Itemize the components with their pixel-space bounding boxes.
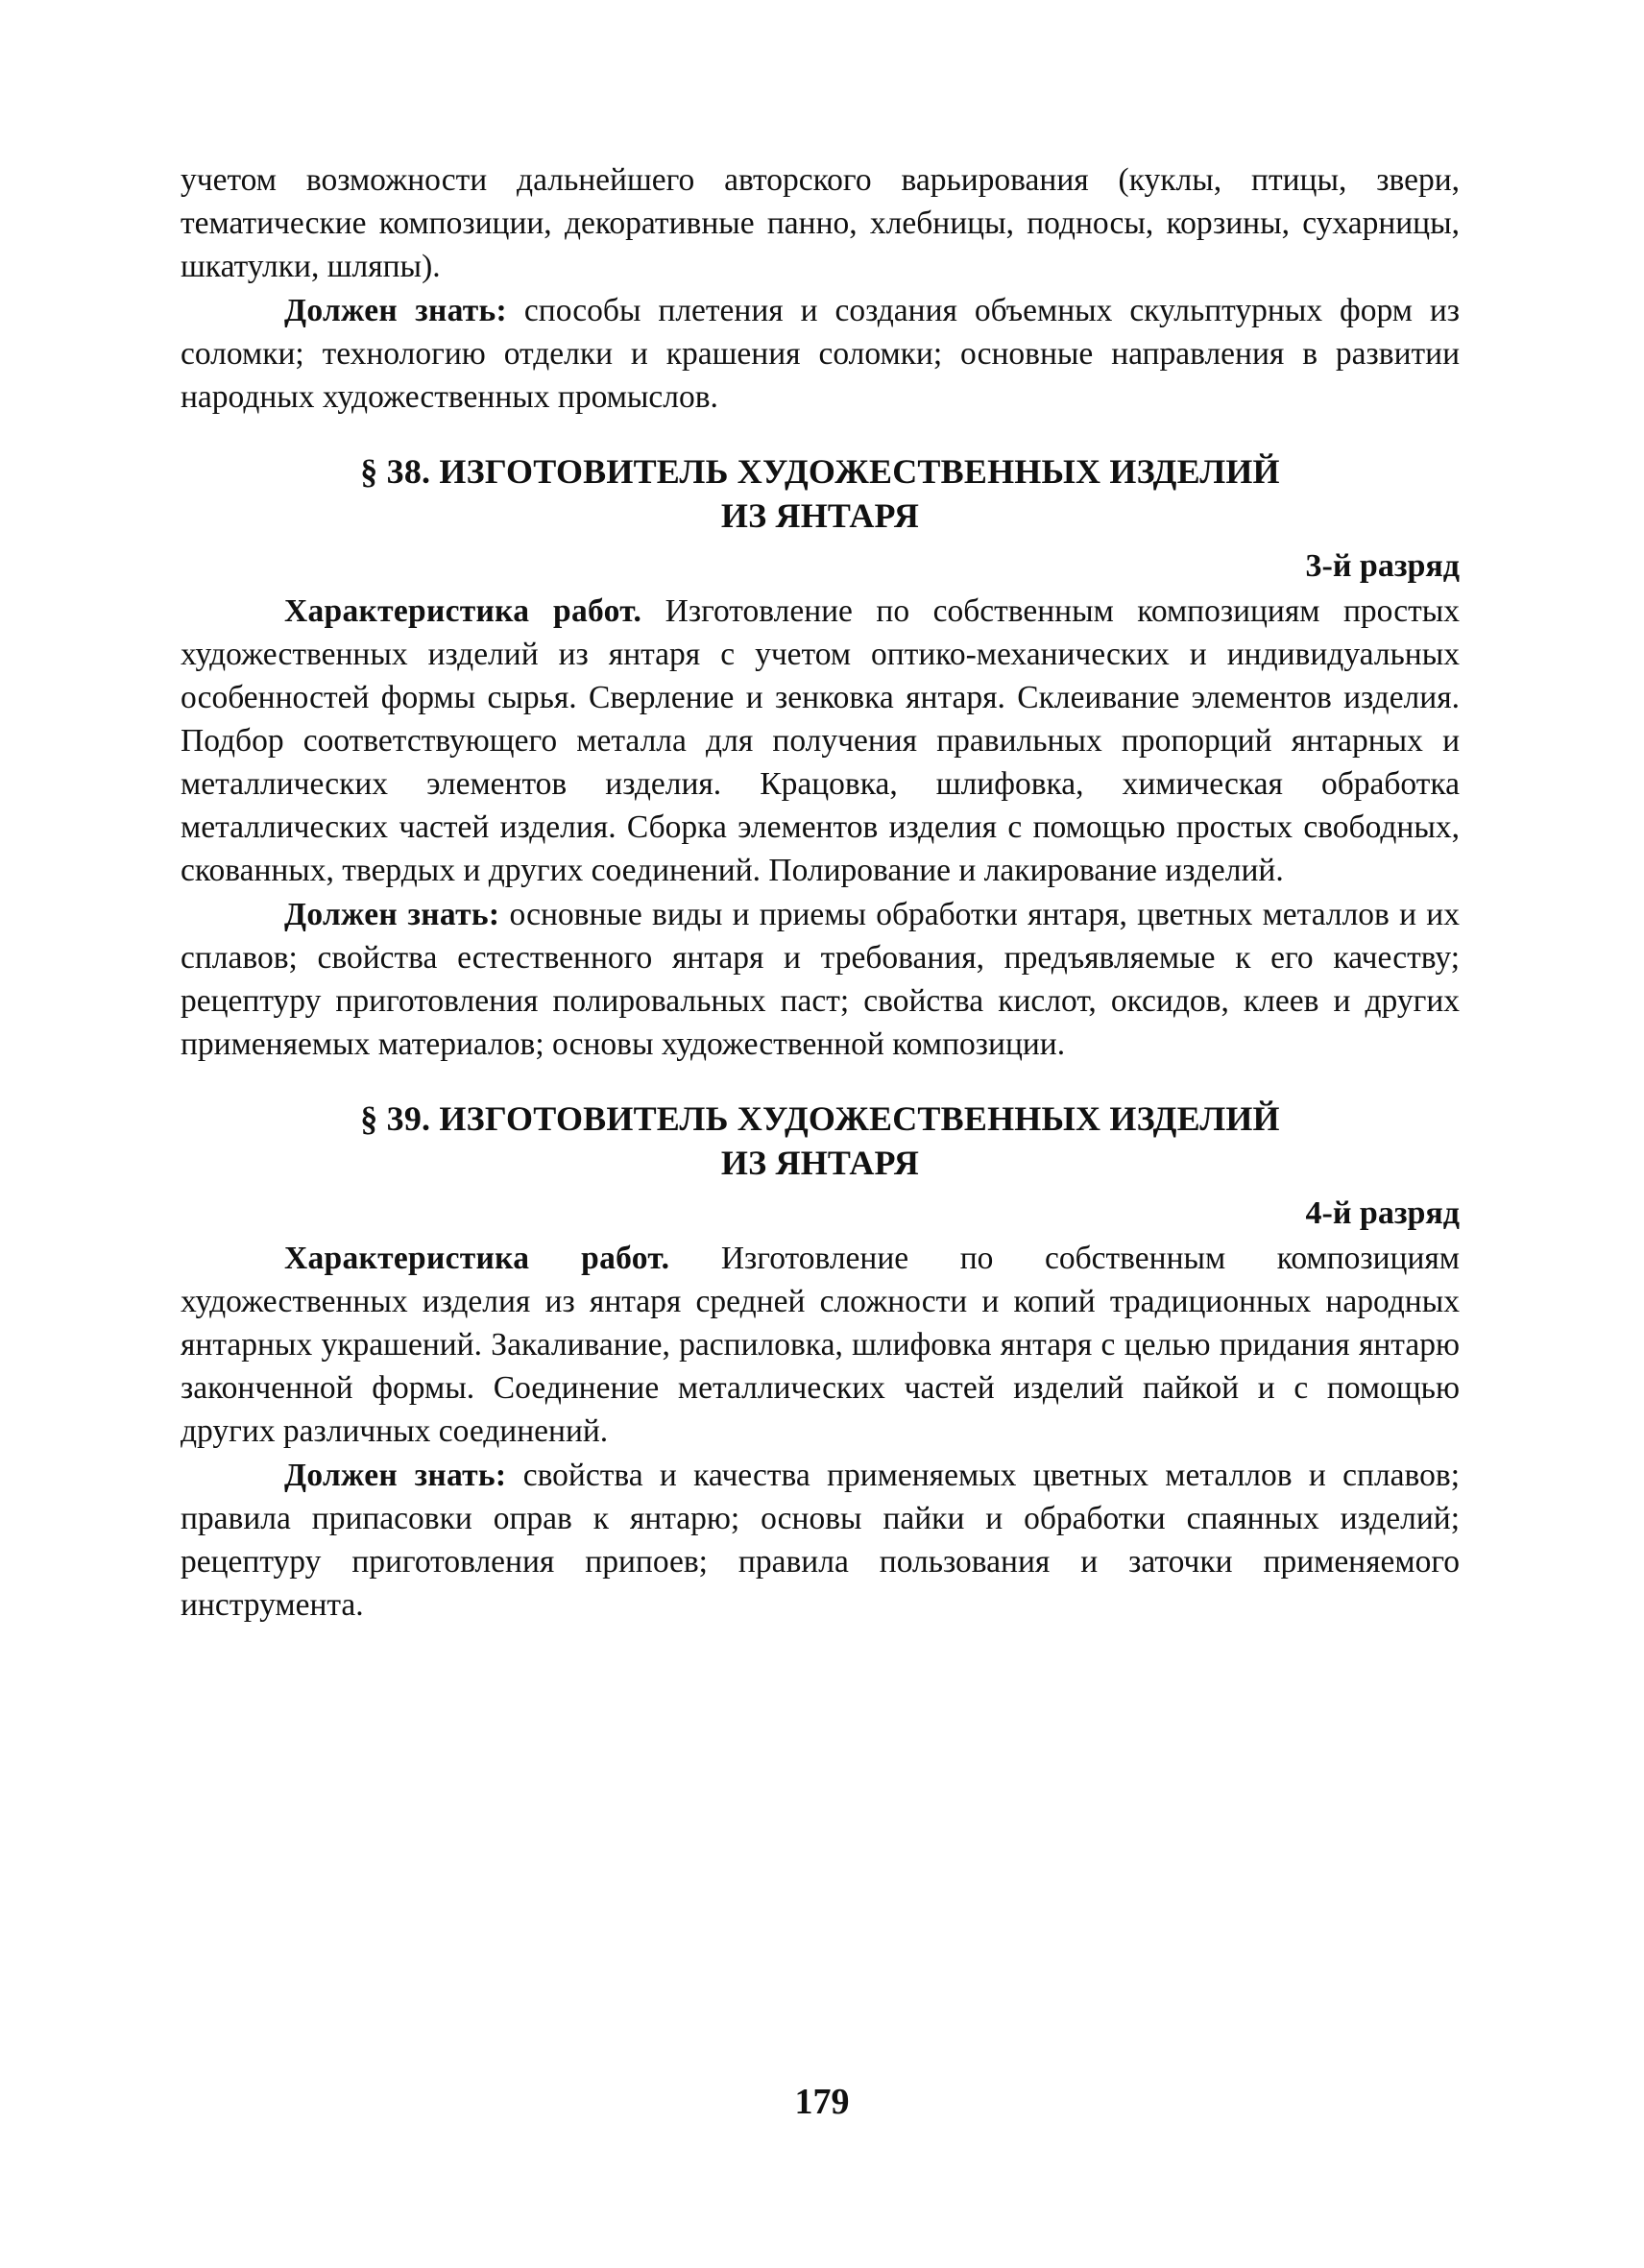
section-38-title-line1: § 38. ИЗГОТОВИТЕЛЬ ХУДОЖЕСТВЕННЫХ ИЗДЕЛИЙ	[360, 452, 1280, 491]
section-38-work-text: Изготовление по собственным композициям простых художественных изделий из янтаря с учетом оптико-механических и индивидуальных особенностей формы сырья. Сверление и зенковка янтаря. Склеивание элементов изделия. Подбор соответствующего металла для получения правильных пропорций янтарных и металлических элементов изделия. Крацовка, шлифовка, химическая обработка металлических частей изделия. Сборка элементов изделия с помощью простых свободных, скованных, твердых и других соединений. Полирование и лакирование изделий.	[181, 593, 1460, 888]
intro-knowledge-label: Должен знать:	[284, 293, 507, 328]
intro-knowledge-paragraph	[181, 289, 1460, 419]
section-38-work-label: Характеристика работ.	[284, 593, 642, 629]
section-38	[181, 449, 1460, 1066]
section-39-work-text: Изготовление по собственным композициям художественных изделия из янтаря средней сложности и копий традиционных народных янтарных украшений. Закаливание, распиловка, шлифовка янтаря с целью придания янтарю законченной формы. Соединение металлических частей изделий пайкой и с помощью других различных соединений.	[181, 1241, 1460, 1449]
section-38-work-paragraph	[181, 590, 1460, 892]
section-38-grade: 3-й разряд	[1305, 548, 1460, 584]
section-38-knowledge-label: Должен знать:	[284, 897, 500, 932]
section-38-knowledge-text: основные виды и приемы обработки янтаря, цветных металлов и их сплавов; свойства естественного янтаря и требования, предъявляемые к его качеству; рецептуру приготовления полировальных паст; свойства кислот, оксидов, клеев и других применяемых материалов; основы художественной композиции.	[181, 897, 1460, 1062]
page-number: 179	[794, 2082, 850, 2122]
section-39-title-line2: ИЗ ЯНТАРЯ	[720, 1144, 920, 1182]
section-39-knowledge-text: свойства и качества применяемых цветных металлов и сплавов; правила припасовки оправ к янтарю; основы пайки и обработки спаянных изделий; рецептуру приготовления припоев; правила пользования и заточки применяемого инструмента.	[181, 1458, 1460, 1623]
document-page	[181, 158, 1460, 1627]
intro-continuation: учетом возможности дальнейшего авторского варьирования (куклы, птицы, звери, тематические композиции, декоративные панно, хлебницы, подносы, корзины, сухарницы, шкатулки, шляпы).	[181, 162, 1460, 284]
section-39-work-paragraph	[181, 1237, 1460, 1453]
section-38-title-line2: ИЗ ЯНТАРЯ	[720, 496, 920, 535]
section-39-work-label: Характеристика работ.	[284, 1241, 670, 1276]
section-39-grade: 4-й разряд	[1305, 1195, 1460, 1231]
section-39-knowledge-label: Должен знать:	[284, 1458, 507, 1493]
section-39-knowledge-paragraph	[181, 1454, 1460, 1627]
section-39	[181, 1097, 1460, 1627]
section-38-knowledge-paragraph	[181, 893, 1460, 1066]
intro-knowledge-text: способы плетения и создания объемных скульптурных форм из соломки; технологию отделки и крашения соломки; основные направления в развитии народных художественных промыслов.	[181, 293, 1460, 415]
section-39-title	[181, 1097, 1460, 1185]
section-39-title-line1: § 39. ИЗГОТОВИТЕЛЬ ХУДОЖЕСТВЕННЫХ ИЗДЕЛИЙ	[360, 1099, 1280, 1138]
section-38-title	[181, 449, 1460, 538]
